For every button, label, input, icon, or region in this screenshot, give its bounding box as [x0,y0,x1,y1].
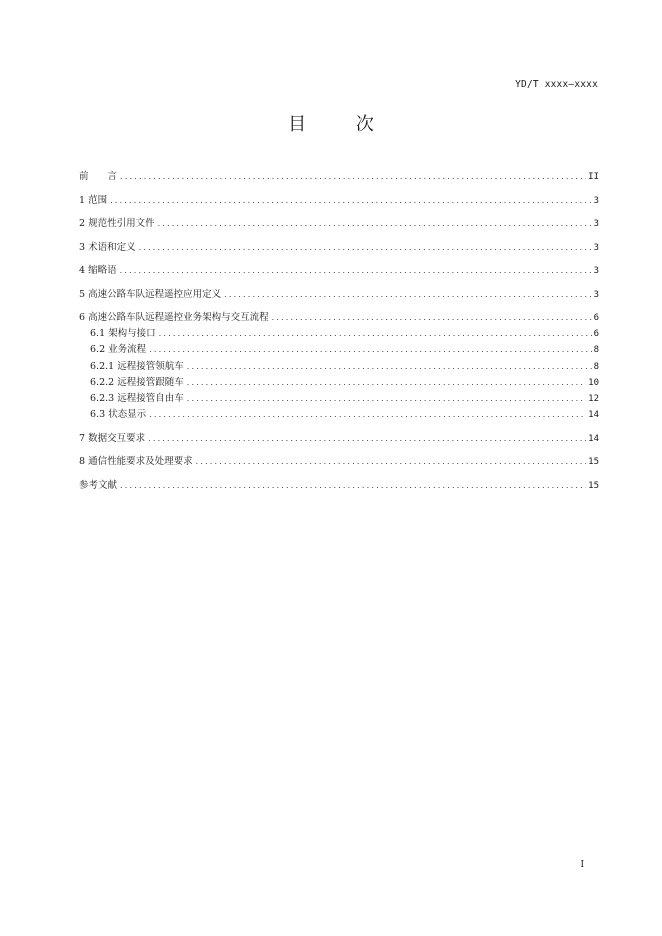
toc-entry-business-process[interactable] [79,343,599,357]
toc-entry-label: 6.2 业务流程 [90,344,147,356]
toc-entry-status-display[interactable] [79,408,599,422]
toc-entry-page: 3 [593,219,599,229]
toc-entry-page: 12 [588,393,599,404]
toc-leader-dots [187,360,592,373]
toc-entry-application-definition[interactable] [79,288,599,302]
page-title: 目 次 [288,114,396,135]
toc-entry-label: 6.2.3 远程接管自由车 [90,392,184,404]
toc-entry-page: 8 [593,361,599,372]
toc-entry-architecture-flow[interactable] [79,311,599,325]
toc-entry-page: 14 [588,410,599,421]
toc-entry-foreword[interactable] [79,170,599,184]
toc-entry-page: 8 [593,345,599,356]
toc-entry-takeover-follow-vehicle[interactable] [79,376,599,390]
page-number: I [580,860,584,870]
toc-leader-dots [224,288,592,301]
toc-leader-dots [159,327,592,340]
toc-entry-abbreviations[interactable] [79,264,599,278]
toc-leader-dots [187,392,586,405]
toc-entry-page: II [588,172,599,182]
toc-leader-dots [139,241,592,254]
toc-leader-dots [120,479,586,492]
toc-leader-dots [149,408,586,421]
toc-entry-takeover-lead-vehicle[interactable] [79,360,599,374]
toc-entry-page: 3 [593,289,599,300]
toc-leader-dots [148,432,586,445]
toc-entry-page: 14 [588,433,599,444]
toc-entry-label: 1 范围 [79,194,108,206]
toc-entry-data-exchange[interactable] [79,432,599,446]
toc-entry-page: 3 [593,242,599,253]
toc-entry-label: 7 数据交互要求 [79,432,146,444]
toc-entry-page: 6 [593,329,599,340]
toc-entry-communication-performance[interactable] [79,455,599,469]
toc-leader-dots [196,455,587,468]
toc-entry-bibliography[interactable] [79,479,599,493]
toc-entry-label: 6.1 架构与接口 [90,328,156,340]
toc-entry-label: 4 缩略语 [79,265,117,276]
toc-entry-page: 10 [588,377,599,388]
toc-entry-label: 8 通信性能要求及处理要求 [79,456,193,468]
toc-leader-dots [120,170,586,183]
toc-entry-page: 3 [593,266,599,276]
toc-entry-label: 3 术语和定义 [79,241,136,253]
toc-entry-label: 6.3 状态显示 [90,409,147,421]
toc-entry-architecture-interfaces[interactable] [79,327,599,341]
toc-leader-dots [149,343,591,356]
toc-entry-label: 6 高速公路车队远程遥控业务架构与交互流程 [79,312,269,323]
toc-leader-dots [120,264,592,277]
toc-leader-dots [158,217,592,230]
toc-entry-label: 5 高速公路车队远程遥控应用定义 [79,288,222,300]
toc-entry-label: 参考文献 [79,479,118,491]
toc-leader-dots [110,194,592,207]
toc-entry-label: 2 规范性引用文件 [79,218,155,229]
toc-entry-page: 15 [588,480,599,491]
toc-leader-dots [272,311,592,324]
toc-entry-terms-definitions[interactable] [79,241,599,255]
toc-entry-takeover-free-vehicle[interactable] [79,392,599,406]
table-of-contents [79,170,599,493]
toc-entry-scope[interactable] [79,194,599,208]
toc-entry-label: 前 言 [79,171,118,182]
toc-entry-page: 15 [588,457,599,468]
toc-entry-label: 6.2.1 远程接管领航车 [90,360,184,372]
toc-entry-label: 6.2.2 远程接管跟随车 [90,376,184,388]
toc-entry-page: 6 [593,313,599,323]
toc-entry-page: 3 [593,195,599,206]
toc-entry-normative-references[interactable] [79,217,599,231]
standard-code: YD/T xxxx—xxxx [515,79,598,90]
toc-leader-dots [187,376,586,389]
